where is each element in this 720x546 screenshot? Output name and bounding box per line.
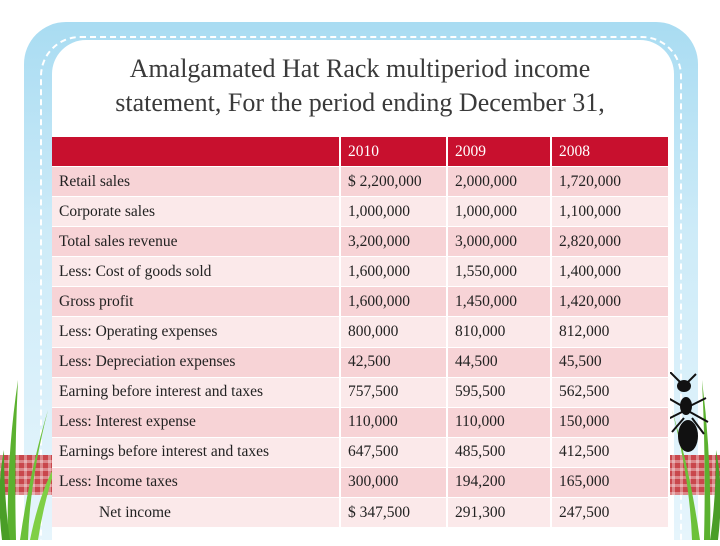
value-2009: 3,000,000 bbox=[447, 227, 551, 257]
value-2010: $ 347,500 bbox=[340, 498, 447, 528]
row-label: Corporate sales bbox=[52, 197, 340, 227]
value-2009: 291,300 bbox=[447, 498, 551, 528]
table-row bbox=[52, 498, 669, 528]
row-label: Earning before interest and taxes bbox=[52, 377, 340, 407]
value-2008: 165,000 bbox=[551, 467, 669, 497]
value-2010: 110,000 bbox=[340, 407, 447, 437]
value-2009: 485,500 bbox=[447, 437, 551, 467]
row-label: Gross profit bbox=[52, 287, 340, 317]
value-2010: 1,600,000 bbox=[340, 257, 447, 287]
table-row bbox=[52, 377, 669, 407]
table-row bbox=[52, 407, 669, 437]
header-cell-2010: 2010 bbox=[340, 137, 447, 167]
title-line-2: statement, For the period ending December 31, bbox=[115, 88, 605, 117]
value-2008: 2,820,000 bbox=[551, 227, 669, 257]
table-row bbox=[52, 257, 669, 287]
income-statement-table bbox=[52, 137, 670, 528]
value-2009: 595,500 bbox=[447, 377, 551, 407]
value-2008: 1,400,000 bbox=[551, 257, 669, 287]
value-2009: 1,450,000 bbox=[447, 287, 551, 317]
value-2010: 1,000,000 bbox=[340, 197, 447, 227]
row-label: Less: Income taxes bbox=[52, 467, 340, 497]
table-row bbox=[52, 347, 669, 377]
value-2009: 194,200 bbox=[447, 467, 551, 497]
value-2009: 810,000 bbox=[447, 317, 551, 347]
value-2010: $ 2,200,000 bbox=[340, 167, 447, 197]
row-label: Earnings before interest and taxes bbox=[52, 437, 340, 467]
value-2010: 800,000 bbox=[340, 317, 447, 347]
value-2010: 300,000 bbox=[340, 467, 447, 497]
value-2010: 3,200,000 bbox=[340, 227, 447, 257]
value-2009: 44,500 bbox=[447, 347, 551, 377]
value-2008: 412,500 bbox=[551, 437, 669, 467]
table-row bbox=[52, 227, 669, 257]
value-2008: 812,000 bbox=[551, 317, 669, 347]
value-2009: 2,000,000 bbox=[447, 167, 551, 197]
table-row bbox=[52, 317, 669, 347]
value-2010: 1,600,000 bbox=[340, 287, 447, 317]
value-2010: 42,500 bbox=[340, 347, 447, 377]
table-header-row bbox=[52, 137, 669, 167]
table-row bbox=[52, 287, 669, 317]
table-row bbox=[52, 167, 669, 197]
value-2008: 562,500 bbox=[551, 377, 669, 407]
row-label: Less: Operating expenses bbox=[52, 317, 340, 347]
table-row bbox=[52, 197, 669, 227]
value-2008: 247,500 bbox=[551, 498, 669, 528]
value-2008: 150,000 bbox=[551, 407, 669, 437]
value-2008: 1,720,000 bbox=[551, 167, 669, 197]
value-2008: 45,500 bbox=[551, 347, 669, 377]
value-2009: 1,000,000 bbox=[447, 197, 551, 227]
value-2010: 647,500 bbox=[340, 437, 447, 467]
grass-left-icon bbox=[0, 340, 60, 540]
header-cell-label bbox=[52, 137, 340, 167]
value-2009: 1,550,000 bbox=[447, 257, 551, 287]
table-row bbox=[52, 467, 669, 497]
row-label: Less: Interest expense bbox=[52, 407, 340, 437]
header-cell-2008: 2008 bbox=[551, 137, 669, 167]
row-label: Less: Depreciation expenses bbox=[52, 347, 340, 377]
value-2008: 1,420,000 bbox=[551, 287, 669, 317]
table-row bbox=[52, 437, 669, 467]
value-2008: 1,100,000 bbox=[551, 197, 669, 227]
value-2010: 757,500 bbox=[340, 377, 447, 407]
row-label: Total sales revenue bbox=[52, 227, 340, 257]
header-cell-2009: 2009 bbox=[447, 137, 551, 167]
row-label: Less: Cost of goods sold bbox=[52, 257, 340, 287]
row-label: Retail sales bbox=[52, 167, 340, 197]
slide-title bbox=[70, 52, 650, 120]
title-line-1: Amalgamated Hat Rack multiperiod income bbox=[129, 54, 591, 83]
value-2009: 110,000 bbox=[447, 407, 551, 437]
row-label: Net income bbox=[52, 498, 340, 528]
